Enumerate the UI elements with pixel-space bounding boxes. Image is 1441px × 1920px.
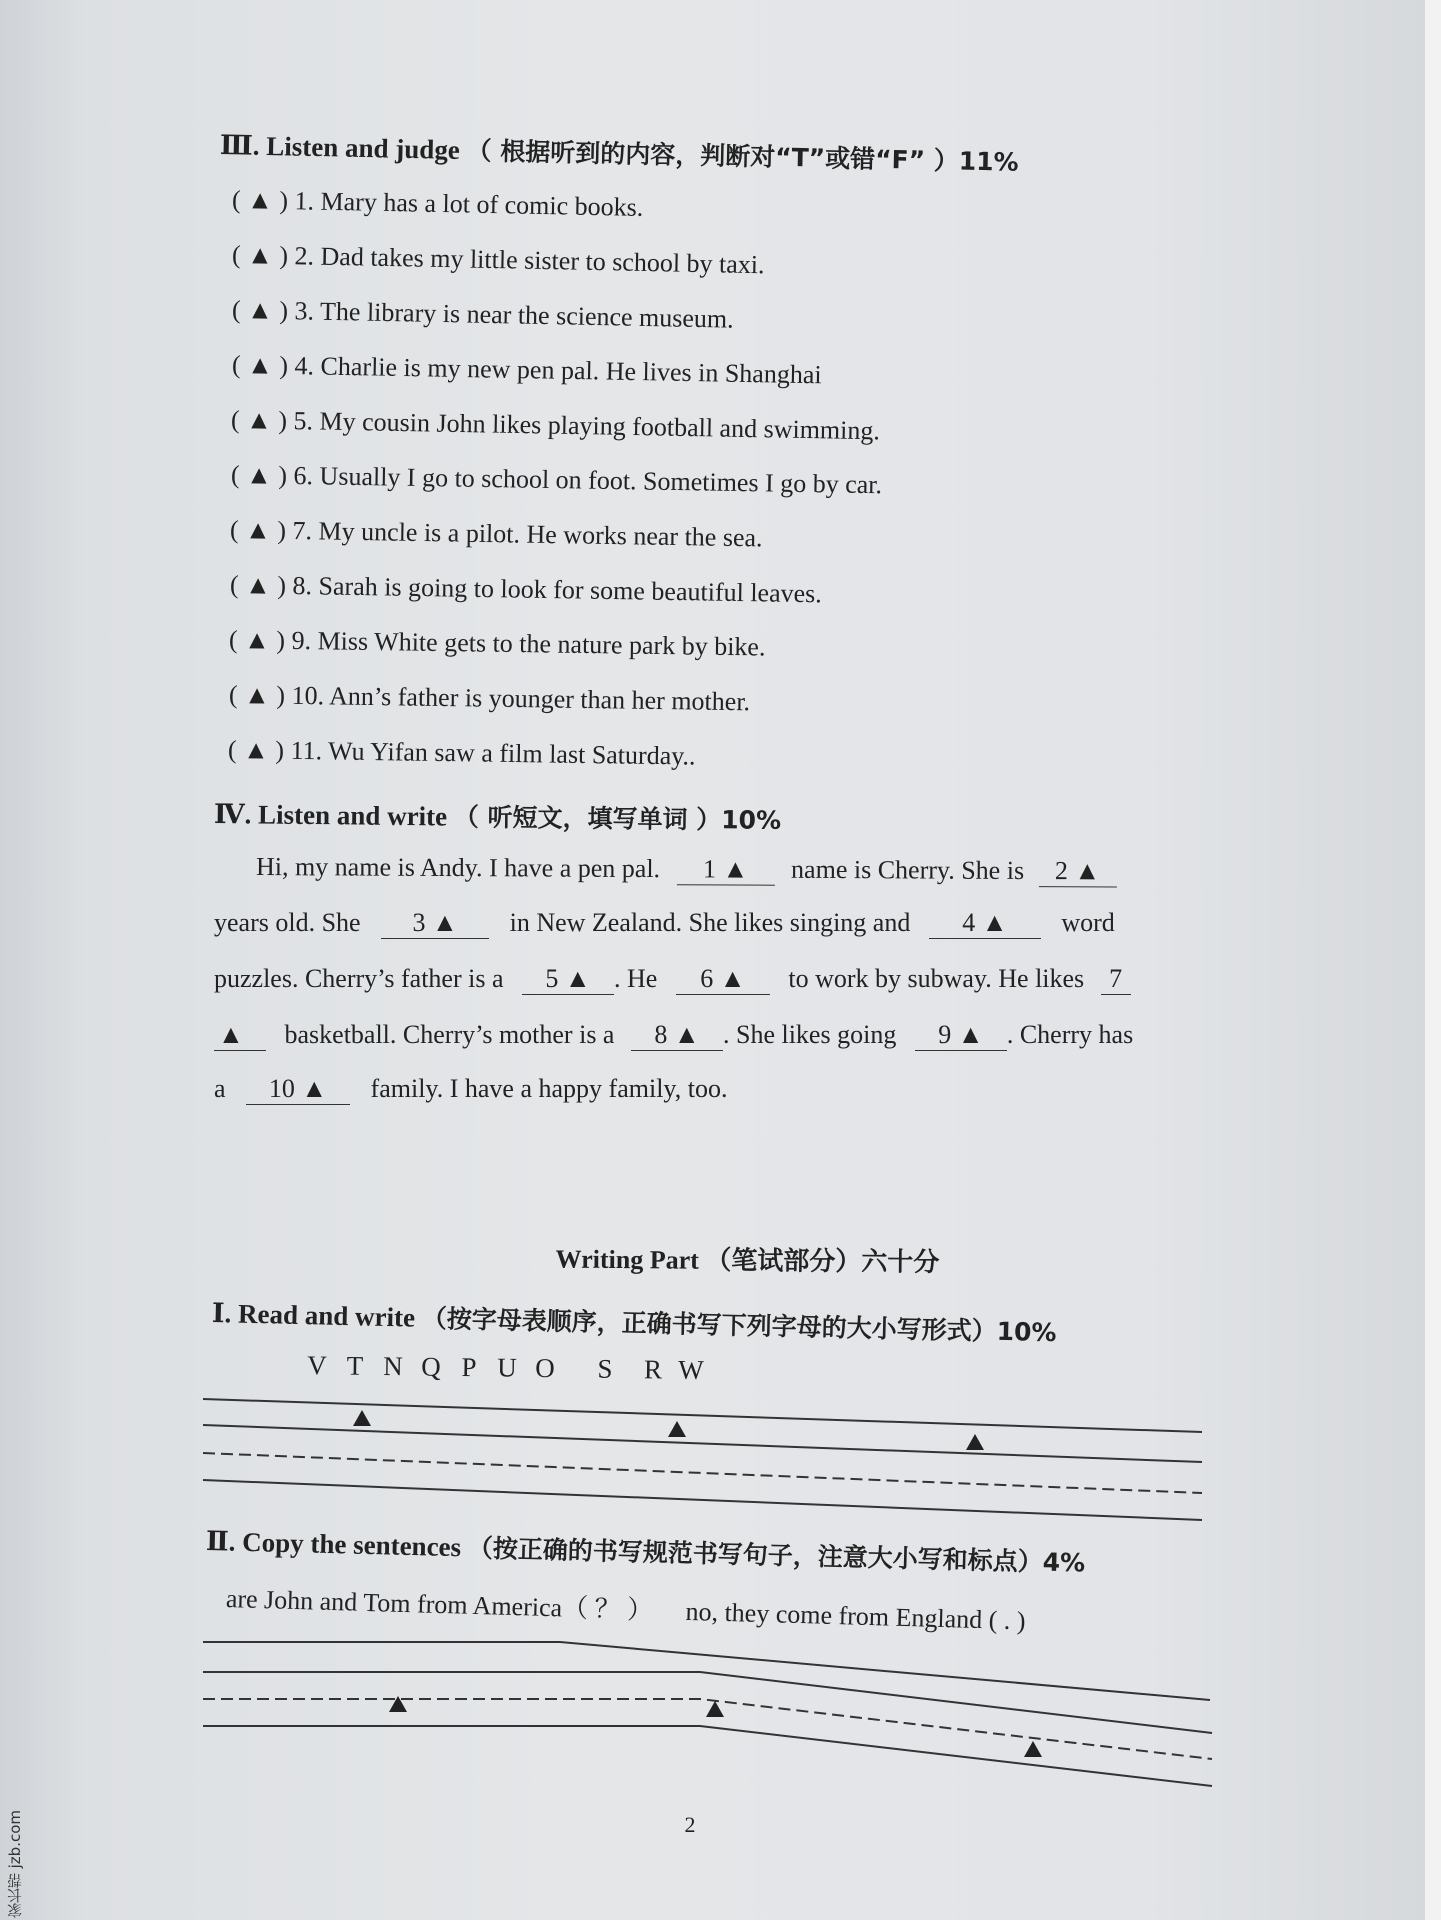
passage-text: name is Cherry. She is (791, 854, 1025, 886)
section4-instruction: （ 听短文，填写单词 ）10% (453, 802, 782, 835)
judge-mark[interactable]: ( ▲ ) (230, 405, 288, 435)
letter: W (678, 1354, 704, 1385)
judge-mark[interactable]: ( ▲ ) (227, 735, 285, 765)
blank-7[interactable]: 7 (1101, 965, 1131, 995)
writing-part-title: Writing Part （笔试部分）六十分 (555, 1244, 940, 1277)
judge-mark[interactable]: ( ▲ ) (228, 625, 286, 655)
judge-mark[interactable]: ( ▲ ) (231, 185, 289, 216)
answer-placeholder-triangles (353, 1410, 984, 1450)
judge-mark[interactable]: ( ▲ ) (231, 295, 289, 326)
blank-2[interactable]: 2 ▲ (1039, 857, 1117, 887)
letter: U (497, 1352, 517, 1383)
passage-text: puzzles. Cherry’s father is a (214, 964, 504, 993)
passage-text: word (1061, 908, 1115, 937)
watermark-logo (4, 1810, 30, 1918)
letter: O (535, 1352, 555, 1384)
blank-1[interactable]: 1 ▲ (677, 855, 775, 885)
judge-text: 3. The library is near the science museum. (294, 296, 734, 334)
judge-text: 7. My uncle is a pilot. He works near the sea. (292, 515, 763, 553)
judge-text: 6. Usually I go to school on foot. Sometimes I go by car. (293, 460, 883, 500)
passage-text: in New Zealand. She likes singing and (509, 908, 911, 937)
section2-title: Ⅱ. Copy the sentences (205, 1526, 462, 1563)
section1-instruction: （按字母表顺序，正确书写下列字母的大小写形式）10% (421, 1303, 1057, 1348)
sentence-2: no, they come from England ( . ) (685, 1596, 1026, 1636)
section2-instruction: （按正确的书写规范书写句子，注意大小写和标点）4% (467, 1533, 1086, 1578)
blank-5[interactable]: 5 ▲ (522, 965, 614, 995)
section3-title: Ⅲ. Listen and judge (219, 130, 461, 166)
letter: N (383, 1351, 403, 1382)
sentence-1: are John and Tom from America（ ？ ） (225, 1584, 654, 1625)
blank-7-continued[interactable]: ▲ (214, 1021, 266, 1051)
letter: V (307, 1350, 327, 1381)
judge-mark[interactable]: ( ▲ ) (229, 515, 287, 545)
blank-4[interactable]: 4 ▲ (929, 909, 1041, 939)
letter: T (346, 1350, 364, 1381)
judge-mark[interactable]: ( ▲ ) (231, 350, 289, 380)
judge-mark[interactable]: ( ▲ ) (229, 570, 287, 600)
passage-text: to work by subway. He likes (788, 964, 1085, 993)
letter: P (461, 1351, 477, 1383)
sentence-writing-grid (203, 1642, 1212, 1786)
passage-text: . He (614, 964, 658, 993)
passage-text: family. I have a happy family, too. (370, 1074, 728, 1103)
blank-3[interactable]: 3 ▲ (381, 909, 489, 939)
blank-6[interactable]: 6 ▲ (676, 965, 770, 995)
passage-text: a (214, 1074, 226, 1103)
judge-mark[interactable]: ( ▲ ) (228, 680, 286, 710)
judge-text: 10. Ann’s father is younger than her mother. (291, 680, 751, 717)
letter-writing-grid (203, 1399, 1202, 1520)
letter: Q (421, 1351, 441, 1382)
judge-text: 5. My cousin John likes playing football and swimming. (293, 406, 881, 446)
watermark-text: 家长帮 jzb.com (6, 1810, 24, 1919)
passage-text: basketball. Cherry’s mother is a (284, 1020, 615, 1049)
section4-title: Ⅳ. Listen and write (213, 799, 448, 832)
letter: R (643, 1354, 663, 1385)
passage-text: . Cherry has (1006, 1020, 1134, 1049)
judge-text: 4. Charlie is my new pen pal. He lives in Shanghai (294, 351, 822, 390)
judge-mark[interactable]: ( ▲ ) (231, 240, 289, 271)
blank-10[interactable]: 10 ▲ (246, 1075, 350, 1105)
passage-text: Hi, my name is Andy. I have a pen pal. (255, 852, 661, 884)
passage-text: years old. She (214, 908, 361, 937)
judge-text: 2. Dad takes my little sister to school by taxi. (294, 241, 765, 280)
blank-8[interactable]: 8 ▲ (631, 1021, 723, 1051)
page-edge (1425, 0, 1441, 1920)
judge-mark[interactable]: ( ▲ ) (230, 460, 288, 490)
judge-text: 8. Sarah is going to look for some beautiful leaves. (292, 570, 823, 609)
page-number: 2 (684, 1812, 696, 1837)
letter: S (597, 1353, 613, 1384)
section1-title: Ⅰ. Read and write (211, 1298, 416, 1333)
judge-text: 1. Mary has a lot of comic books. (294, 186, 644, 222)
judge-text: 9. Miss White gets to the nature park by bike. (291, 625, 766, 662)
section3-instruction: （ 根据听到的内容，判断对“T”或错“F” ）11% (466, 136, 1019, 177)
passage-text: . She likes going (722, 1020, 897, 1049)
judge-text: 11. Wu Yifan saw a film last Saturday.. (290, 735, 696, 771)
blank-9[interactable]: 9 ▲ (915, 1021, 1007, 1051)
